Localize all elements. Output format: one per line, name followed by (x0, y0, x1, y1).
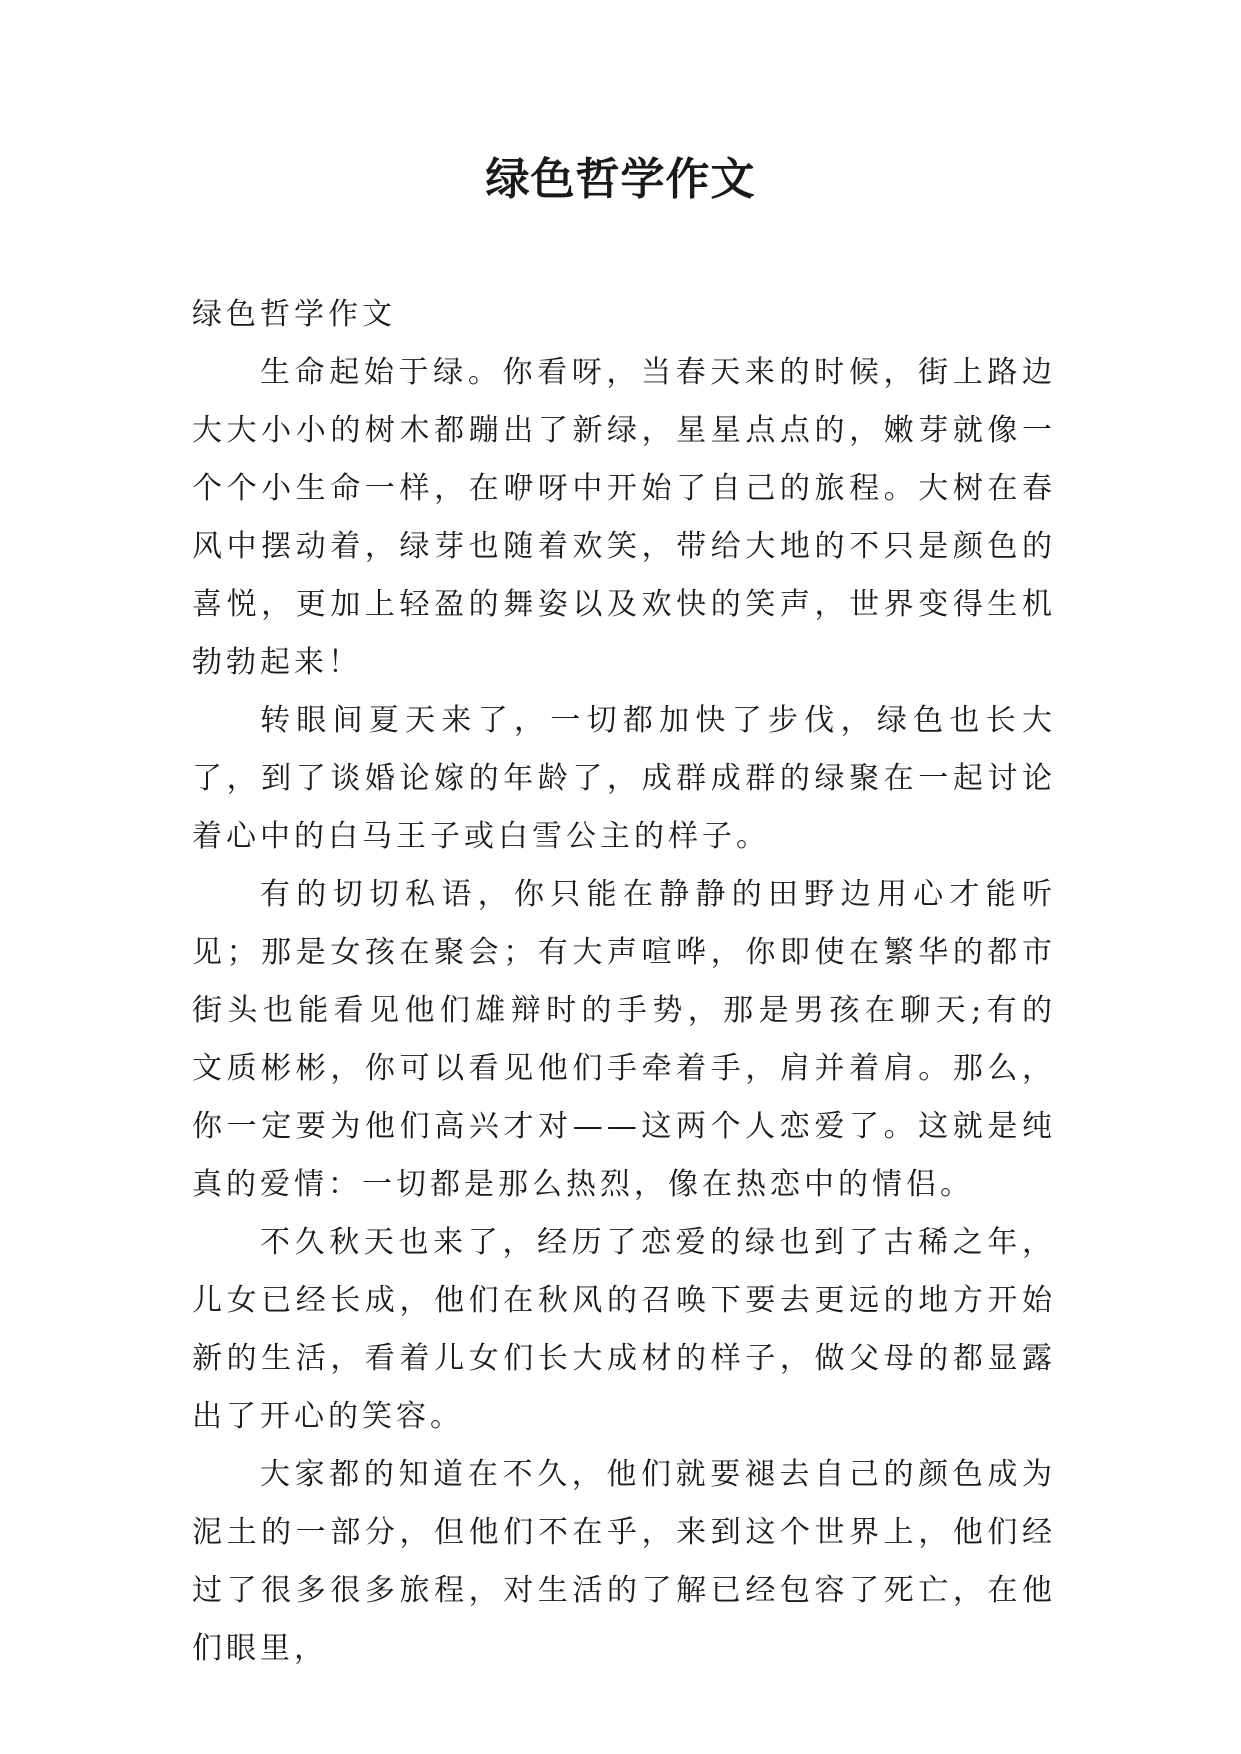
paragraph: 大家都的知道在不久，他们就要褪去自己的颜色成为泥土的一部分，但他们不在乎，来到这个世界上，他们经过了很多很多旅程，对生活的了解已经包容了死亡，在他们眼里， (192, 1457, 1056, 1666)
page-title: 绿色哲学作文 (485, 154, 756, 205)
paragraph: 不久秋天也来了，经历了恋爱的绿也到了古稀之年，儿女已经长成，他们在秋风的召唤下要去更远的地方开始新的生活，看着儿女们长大成材的样子，做父母的都显露出了开心的笑容。 (192, 1225, 1056, 1434)
paragraph: 生命起始于绿。你看呀，当春天来的时候，街上路边大大小小的树木都蹦出了新绿，星星点点的，嫩芽就像一个个小生命一样，在咿呀中开始了自己的旅程。大树在春风中摆动着，绿芽也随着欢笑，带给大地的不只是颜色的喜悦，更加上轻盈的舞姿以及欢快的笑声，世界变得生机勃勃起来！ (192, 355, 1056, 680)
paragraph: 转眼间夏天来了，一切都加快了步伐，绿色也长大了，到了谈婚论嫁的年龄了，成群成群的绿聚在一起讨论着心中的白马王子或白雪公主的样子。 (192, 703, 1056, 854)
document-body (192, 286, 1056, 1678)
essay-subtitle: 绿色哲学作文 (192, 297, 396, 332)
paragraph: 有的切切私语，你只能在静静的田野边用心才能听见；那是女孩在聚会；有大声喧哗，你即使在繁华的都市街头也能看见他们雄辩时的手势，那是男孩在聊天;有的文质彬彬，你可以看见他们手牵着手，肩并着肩。那么，你一定要为他们高兴才对——这两个人恋爱了。这就是纯真的爱情：一切都是那么热烈，像在热恋中的情侣。 (192, 877, 1056, 1202)
